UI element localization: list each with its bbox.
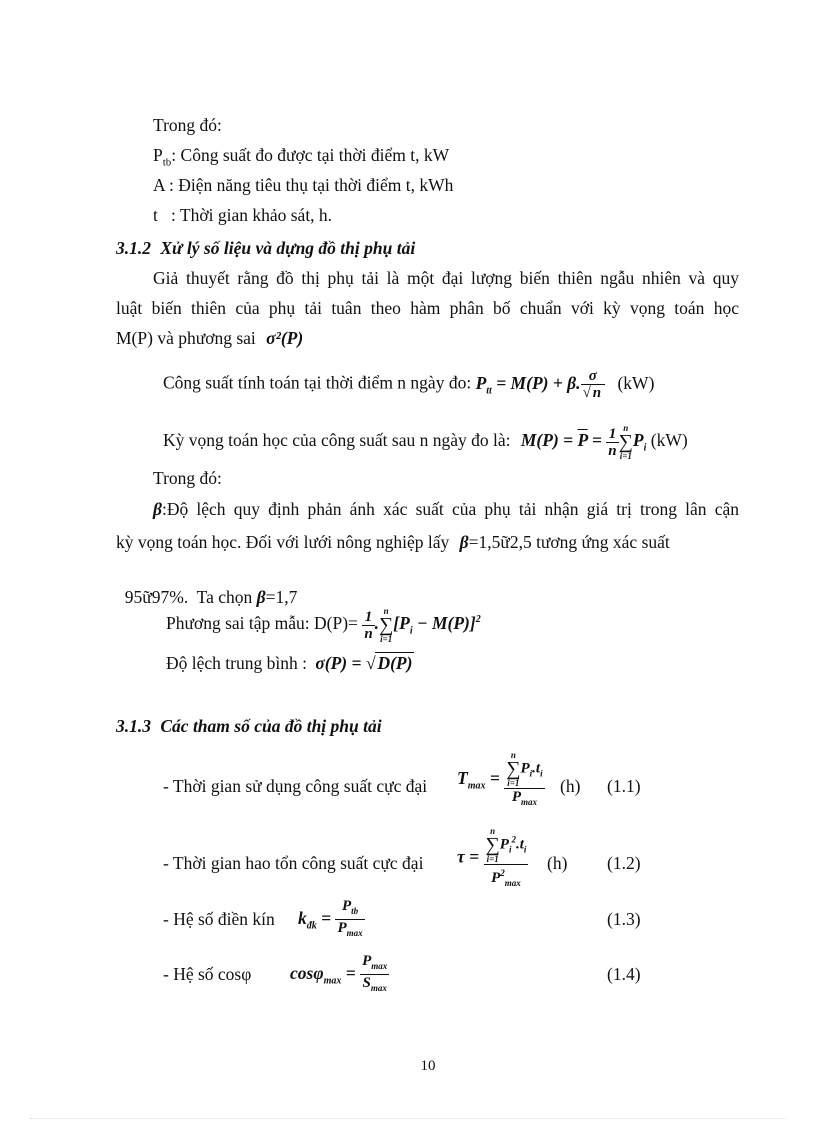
sigma-over-sqrt-n: $\frac{\sigma}{√ n}$ [581, 368, 606, 401]
section-313-heading [116, 716, 382, 737]
tau-formula: τ = n ∑ $i=1P_i^2.t_i$ $P^2_{max}$ [457, 826, 527, 888]
sum-symbol-2: n ∑ i=1 [379, 606, 394, 644]
beta-symbol: β [153, 499, 162, 519]
eq-1-2: (1.2) [607, 853, 641, 873]
tmax-formula: $T_{max}$ = n ∑ $i=1P_i.t_i$ $P_{max}$ [457, 750, 543, 807]
calc-power-line [163, 368, 654, 402]
sample-variance-formula: $[P_i - M(P)]^2$ [393, 613, 481, 637]
calc-power-label: Công suất tính toán tại thời điểm n ngày đo: [163, 372, 472, 393]
ptb-definition [153, 144, 449, 174]
param-label-tmax: - Thời gian sử dụng công suất cực đại [163, 776, 428, 796]
section-313-title: Các tham số của đồ thị phụ tải [160, 716, 382, 736]
para1-line1: Giả thuyết rằng đồ thị phụ tải là một đại lượng biến thiên ngẫu nhiên và quy [153, 268, 739, 288]
t-definition: t : Thời gian khảo sát, h. [153, 205, 333, 225]
beta-line2-b: =1,5ữ2,5 tương ứng xác suất [468, 532, 670, 552]
beta-line2-a: kỳ vọng toán học. Đối với lưới nông nghiệp lấy [116, 532, 450, 552]
expectation-line: Kỳ vọng toán học của công suất sau n ngày đo là: $M(P) = \overline{P}$ = $\frac{1}{n}$ n ∑ $i=1P_i$ (kW) [163, 423, 688, 461]
param-item-tmax [163, 775, 427, 797]
variance-symbol: σ²(P) [266, 328, 304, 348]
where-label: Trong đó: [153, 115, 222, 135]
kdk-formula: $k_{đk}$ = $\frac{P_{tb}}{P_{max}}$ [298, 898, 363, 938]
para1-line3 [116, 327, 303, 349]
para1-line2: luật biến thiên của phụ tải tuân theo hàm phân bố chuẩn với kỳ vọng toán học [116, 298, 739, 318]
param-label-kdk: - Hệ số điền kín [163, 909, 275, 929]
section-312-number: 3.1.2 [116, 238, 151, 258]
eq-1-1: (1.1) [607, 776, 641, 796]
beta-line3-a: 95ữ97%. Ta chọn [124, 587, 253, 607]
ptb-symbol: P [153, 145, 163, 165]
calc-power-formula: $P_{tt} = M(P) + \beta$. [475, 372, 581, 397]
expectation-unit: (kW) [650, 430, 688, 451]
one-over-n-2: $\frac{1}{n}$ [364, 608, 373, 642]
param-item-cosphi [163, 963, 251, 985]
eq-1-3: (1.3) [607, 909, 641, 929]
sample-variance-label: Phương sai tập mẫu: D(P)= [166, 613, 358, 634]
eq-1-4: (1.4) [607, 964, 641, 984]
where2-label: Trong đó: [153, 468, 222, 488]
tmax-unit: (h) [560, 776, 581, 796]
beta-line2 [116, 531, 739, 553]
beta-symbol-3: β [256, 587, 266, 607]
para1-line3-text: M(P) và phương sai [116, 328, 256, 348]
section-312-heading [116, 238, 415, 259]
section-312-title: Xử lý số liệu và dựng đồ thị phụ tải [160, 238, 416, 258]
std-line [166, 652, 414, 674]
calc-power-unit: (kW) [617, 372, 655, 393]
page-number: 10 [420, 1058, 436, 1074]
page-bottom-border [30, 1118, 786, 1119]
beta-symbol-2: β [459, 532, 469, 552]
sample-variance-line: Phương sai tập mẫu: D(P)= $\frac{1}{n}$ .n ∑ $i=1[P_i - M(P)]^2$ [166, 606, 481, 644]
beta-line1 [153, 498, 739, 520]
param-label-cosphi: - Hệ số cosφ [163, 964, 252, 984]
beta-line3-b: =1,7 [265, 587, 298, 607]
std-label: Độ lệch trung bình : [166, 653, 307, 673]
ptb-description: : Công suất đo được tại thời điểm t, kW [171, 145, 450, 165]
sum-symbol: n ∑ i=1 [618, 423, 633, 461]
expectation-formula: $M(P) = \overline{P}$ = [520, 430, 607, 451]
beta-line3 [116, 564, 297, 608]
param-item-tau [163, 852, 423, 874]
cosphi-formula: cosφ$_{max}$ = $\frac{P_{max}}{S_{max}}$ [290, 953, 388, 993]
section-313-number: 3.1.3 [116, 716, 151, 736]
beta-line1-text: :Độ lệch quy định phản ánh xác suất của phụ tải nhận giá trị trong lân cận [161, 499, 739, 519]
tau-unit: (h) [547, 853, 568, 873]
param-item-kdk [163, 908, 275, 930]
param-label-tau: - Thời gian hao tổn công suất cực đại [163, 853, 424, 873]
one-over-n: $\frac{1}{n}$ [608, 425, 617, 459]
std-formula: σ(P) = √ D(P) [315, 653, 413, 673]
ptb-subscript: tb [162, 156, 172, 169]
expectation-label: Kỳ vọng toán học của công suất sau n ngày đo là: [163, 430, 511, 451]
a-definition: A : Điện năng tiêu thụ tại thời điểm t, kWh [153, 175, 454, 195]
